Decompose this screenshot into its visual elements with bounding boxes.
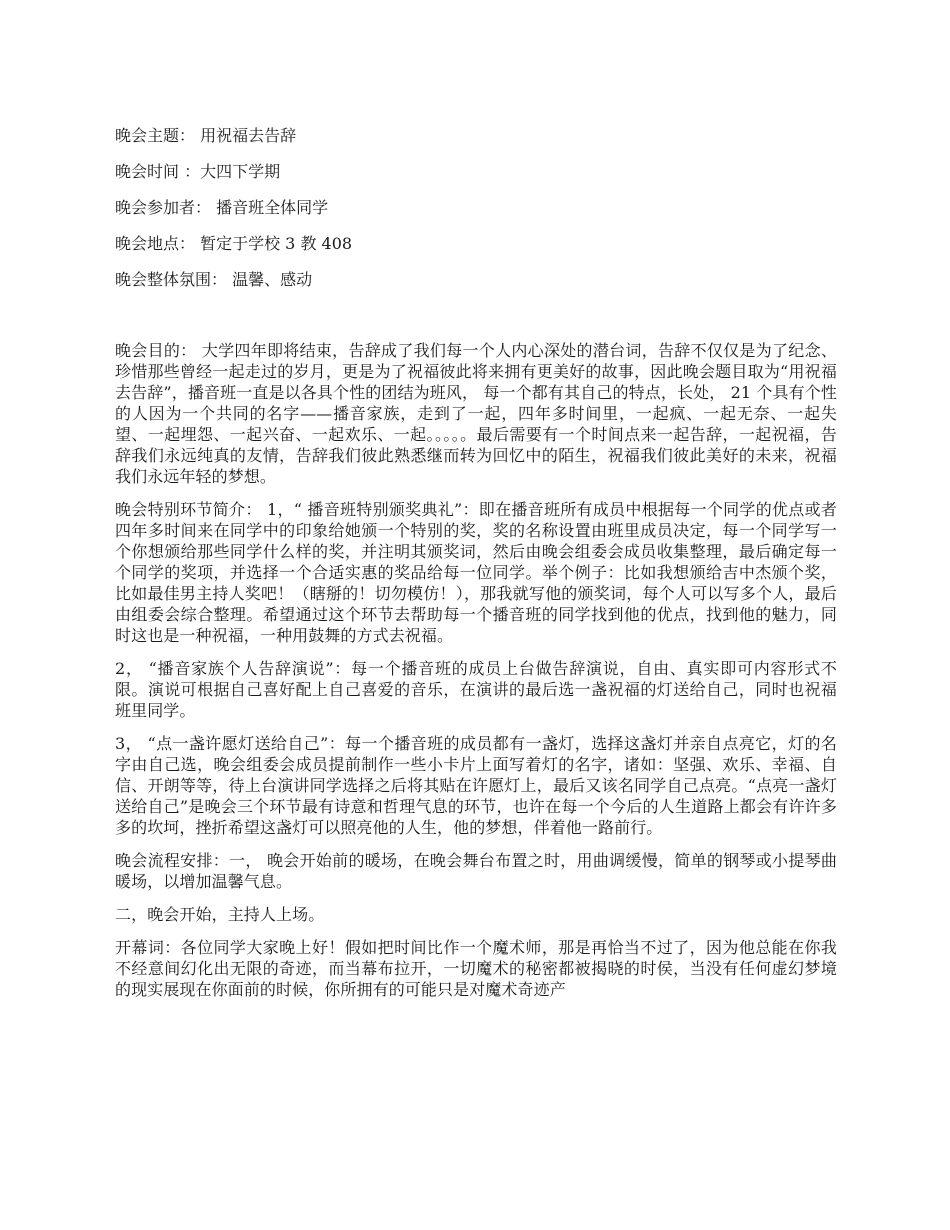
- event-atmosphere: 晚会整体氛围： 温馨、感动: [115, 270, 313, 289]
- purpose-paragraph: 晚会目的： 大学四年即将结束，告辞成了我们每一个人内心深处的潜台词，告辞不仅仅是为了纪念、珍惜那些曾经一起走过的岁月，更是为了祝福彼此将来拥有更美好的故事，因此晚会题目取为“用祝福去告辞”，播音班一直是以各具个性的团结为班风， 每一个都有其自己的特点，长处， 21 个具有个性的人因为一个共同的名字——播音家族，走到了一起，四年多时间里，一起疯、一起无奈、一起失望、一起埋怨、一起兴奋、一起欢乐、一起。。。。。最后需要有一个时间点来一起告辞，一起祝福，告辞我们永远纯真的友情，告辞我们彼此熟悉继而转为回忆中的陌生，祝福我们彼此美好的未来，祝福我们永远年轻的梦想。: [115, 341, 837, 486]
- step-two-paragraph: 二，晚会开始，主持人上场。: [115, 905, 325, 924]
- special-intro-paragraph: 晚会特别环节简介： 1，“ 播音班特别颁奖典礼”：即在播音班所有成员中根据每一个同学的优点或者四年多时间来在同学中的印象给她颁一个特别的奖，奖的名称设置由班里成员决定，每一个同学写一个你想颁给那些同学什么样的奖，并注明其颁奖词，然后由晚会组委会成员收集整理，最后确定每一个同学的奖项，并选择一个合适实惠的奖品给每一位同学。举个例子：比如我想颁给吉中杰颁个奖，比如最佳男主持人奖吧！（瞎掰的！切勿模仿！），那我就写他的颁奖词，每个人可以写多个人，最后由组委会综合整理。希望通过这个环节去帮助每一个播音班的同学找到他的优点，找到他的魅力，同时这也是一种祝福，一种用鼓舞的方式去祝福。: [115, 500, 837, 645]
- event-location: 晚会地点： 暂定于学校 3 教 408: [115, 234, 353, 253]
- segment-three-paragraph: 3， “点一盏许愿灯送给自己”：每一个播音班的成员都有一盏灯，选择这盏灯并亲自点亮它，灯的名字由自己选，晚会组委会成员提前制作一些小卡片上面写着灯的名字，诸如：坚强、欢乐、幸福、自信、开朗等等，待上台演讲同学选择之后将其贴在许愿灯上，最后又该名同学自己点亮。“点亮一盏灯送给自己”是晚会三个环节最有诗意和哲理气息的环节，也许在每一个今后的人生道路上都会有许许多多的坎坷，挫折希望这盏灯可以照亮他的人生，他的梦想，伴着他一路前行。: [115, 734, 837, 837]
- flow-paragraph: 晚会流程安排：一， 晚会开始前的暖场，在晚会舞台布置之时，用曲调缓慢，简单的钢琴或小提琴曲暖场，以增加温馨气息。: [115, 851, 837, 891]
- segment-two-paragraph: 2， “播音家族个人告辞演说”：每一个播音班的成员上台做告辞演说，自由、真实即可内容形式不限。演说可根据自己喜好配上自己喜爱的音乐，在演讲的最后选一盏祝福的灯送给自己，同时也祝福班里同学。: [115, 659, 837, 720]
- event-participants: 晚会参加者： 播音班全体同学: [115, 198, 329, 217]
- opening-speech-paragraph: 开幕词：各位同学大家晚上好！假如把时间比作一个魔术师，那是再恰当不过了，因为他总能在你我不经意间幻化出无限的奇迹，而当幕布拉开，一切魔术的秘密都被揭晓的时侯，当没有任何虚幻梦境的现实展现在你面前的时候，你所拥有的可能只是对魔术奇迹产: [115, 938, 837, 999]
- section-gap: [115, 304, 837, 340]
- event-theme: 晚会主题： 用祝福去告辞: [115, 126, 297, 145]
- event-time: 晚会时间 ：大四下学期: [115, 162, 281, 181]
- document-page: [115, 124, 837, 1012]
